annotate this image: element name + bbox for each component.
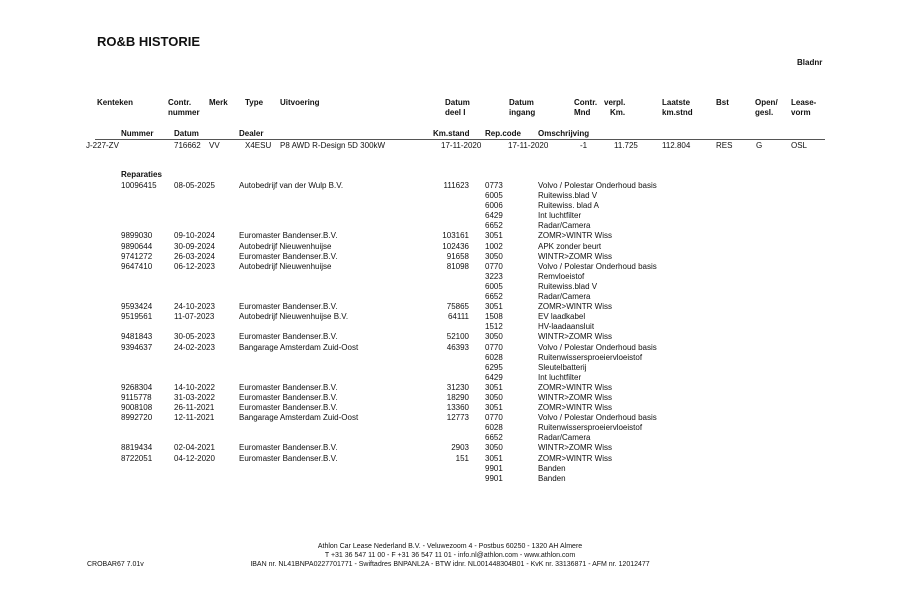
repair-description: Volvo / Polestar Onderhoud basis [538, 181, 657, 190]
repair-number: 9115778 [121, 392, 152, 402]
header-nummer: nummer [168, 108, 200, 117]
repair-description: Volvo / Polestar Onderhoud basis [538, 413, 657, 423]
repair-description: Banden [538, 463, 566, 473]
repair-date: 09-10-2024 [174, 231, 215, 241]
subheader-repcode: Rep.code [485, 129, 522, 138]
header-deel-i: deel I [445, 108, 466, 117]
repair-number: 9647410 [121, 261, 153, 271]
repair-row [0, 322, 900, 332]
header-ingang: ingang [509, 108, 536, 117]
header-vorm: vorm [791, 108, 811, 117]
repair-code: 3051 [485, 453, 503, 463]
repair-code: 6006 [485, 201, 503, 211]
header-kmstnd: km.stnd [662, 108, 693, 117]
repair-code: 0770 [485, 261, 503, 271]
repair-date: 08-05-2025 [174, 181, 215, 190]
repair-row [0, 191, 900, 201]
repair-code: 6652 [485, 433, 503, 443]
vehicle-datum-deel: 17-11-2020 [441, 141, 482, 150]
repair-description: Ruitenwissersproeiervloeistof [538, 423, 643, 433]
repair-code: 6005 [485, 191, 503, 201]
repair-code: 6295 [485, 362, 503, 372]
repair-code: 6028 [485, 423, 503, 433]
repair-description: Sleutelbatterij [538, 362, 587, 372]
repair-description: WINTR>ZOMR Wiss [538, 332, 612, 342]
section-reparaties: Reparaties [121, 170, 162, 179]
repair-code: 3050 [485, 251, 503, 261]
repair-code: 6652 [485, 221, 503, 231]
vehicle-bst: RES [716, 141, 733, 150]
header-km: Km. [610, 108, 626, 117]
repair-km: 75865 [446, 302, 469, 312]
repair-row [0, 231, 900, 241]
repair-row [0, 282, 900, 292]
vehicle-datum-ingang: 17-11-2020 [508, 141, 549, 150]
repair-km: 18290 [446, 392, 469, 402]
repair-km: 111623 [443, 181, 469, 190]
repair-dealer: Euromaster Bandenser.B.V. [239, 392, 338, 402]
repair-dealer: Euromaster Bandenser.B.V. [239, 443, 338, 453]
repair-description: EV laadkabel [538, 312, 586, 322]
repair-code: 6652 [485, 292, 503, 302]
repair-description: Volvo / Polestar Onderhoud basis [538, 342, 657, 352]
repair-description: ZOMR>WINTR Wiss [538, 302, 612, 312]
repair-description: Radar/Camera [538, 433, 591, 443]
header-open: Open/ [755, 98, 778, 107]
repair-description: Radar/Camera [538, 292, 591, 302]
repair-row [0, 312, 900, 322]
repair-date: 24-10-2023 [174, 302, 215, 312]
repair-dealer: Euromaster Bandenser.B.V. [239, 251, 338, 261]
repair-dealer: Euromaster Bandenser.B.V. [239, 332, 338, 342]
repair-date: 12-11-2021 [174, 413, 215, 423]
footer-contact: T +31 36 547 11 00 - F +31 36 547 11 01 - info.nl@athlon.com - www.athlon.com [324, 552, 576, 559]
footer-form-code: CROBAR67 7.01v [87, 561, 144, 568]
repair-dealer: Autobedrijf van der Wulp B.V. [239, 181, 344, 190]
repair-number: 8819434 [121, 443, 153, 453]
repair-row [0, 403, 900, 413]
repair-number: 9481843 [121, 332, 153, 342]
repair-code: 6429 [485, 372, 503, 382]
repair-row [0, 272, 900, 282]
repair-list [0, 181, 900, 484]
repair-date: 31-03-2022 [174, 392, 215, 402]
repair-row [0, 464, 900, 474]
repair-number: 9394637 [121, 342, 153, 352]
repair-km: 64111 [447, 312, 469, 322]
repair-row [0, 383, 900, 393]
repair-km: 102436 [442, 241, 469, 251]
repair-code: 9901 [485, 463, 503, 473]
repair-number: 9519561 [121, 312, 153, 322]
repair-description: Remvloeistof [538, 271, 585, 281]
repair-number: 9593424 [121, 302, 153, 312]
repair-description: Int luchtfilter [538, 211, 582, 221]
vehicle-open: G [756, 141, 763, 150]
header-type: Type [245, 98, 264, 107]
repair-row [0, 433, 900, 443]
footer-bank: IBAN nr. NL41BNPA0227701771 - Swiftadres BNPANL2A - BTW idnr. NL001448304B01 - KvK nr. 33136871 - AFM nr. 12012477 [250, 561, 650, 568]
repair-code: 1512 [485, 322, 503, 332]
repair-km: 151 [455, 453, 469, 463]
header-laatste: Laatste [662, 98, 691, 107]
vehicle-kenteken: J-227-ZV [86, 141, 119, 150]
page-number-label: Bladnr [797, 58, 823, 67]
repair-km: 52100 [446, 332, 469, 342]
header-kenteken: Kenteken [97, 98, 134, 107]
repair-description: ZOMR>WINTR Wiss [538, 231, 612, 241]
repair-code: 6028 [485, 352, 503, 362]
repair-row [0, 252, 900, 262]
repair-number: 8722051 [121, 453, 153, 463]
repair-code: 3051 [485, 302, 503, 312]
repair-code: 0773 [485, 181, 503, 190]
repair-dealer: Autobedrijf Nieuwenhuijse B.V. [239, 312, 349, 322]
repair-number: 10096415 [121, 181, 157, 190]
repair-date: 06-12-2023 [174, 261, 215, 271]
repair-description: WINTR>ZOMR Wiss [538, 392, 612, 402]
repair-row [0, 181, 900, 191]
repair-row [0, 292, 900, 302]
repair-number: 9268304 [121, 382, 153, 392]
repair-dealer: Autobedrijf Nieuwenhuijse [239, 241, 332, 251]
repair-row [0, 443, 900, 453]
repair-description: WINTR>ZOMR Wiss [538, 251, 612, 261]
subheader-kmstand: Km.stand [433, 129, 470, 138]
repair-km: 46393 [446, 342, 469, 352]
header-divider [95, 139, 825, 140]
header-verpl: verpl. [604, 98, 626, 107]
repair-date: 30-05-2023 [174, 332, 215, 342]
vehicle-merk: VV [209, 141, 220, 150]
repair-date: 26-11-2021 [174, 403, 215, 413]
vehicle-contract: 716662 [174, 141, 201, 150]
repair-dealer: Euromaster Bandenser.B.V. [239, 302, 338, 312]
repair-number: 9899030 [121, 231, 153, 241]
repair-row [0, 363, 900, 373]
repair-code: 3051 [485, 231, 503, 241]
repair-row [0, 413, 900, 423]
repair-code: 3223 [485, 271, 503, 281]
repair-code: 3051 [485, 382, 503, 392]
repair-km: 81098 [446, 261, 469, 271]
repair-dealer: Autobedrijf Nieuwenhuijse [239, 261, 332, 271]
repair-code: 3050 [485, 392, 503, 402]
repair-dealer: Bangarage Amsterdam Zuid-Oost [239, 342, 359, 352]
repair-row [0, 373, 900, 383]
repair-code: 3050 [485, 332, 503, 342]
repair-code: 9901 [485, 473, 503, 483]
vehicle-lease: OSL [791, 141, 808, 150]
subheader-nummer: Nummer [121, 129, 154, 138]
repair-description: Ruitewiss. blad A [538, 201, 599, 211]
repair-code: 0770 [485, 342, 503, 352]
repair-km: 91658 [446, 251, 469, 261]
repair-date: 30-09-2024 [174, 241, 215, 251]
header-contr-mnd: Contr. [574, 98, 598, 107]
repair-date: 14-10-2022 [174, 382, 215, 392]
repair-description: Ruitewiss.blad V [538, 191, 598, 201]
footer-address: Athlon Car Lease Nederland B.V. - Veluwezoom 4 - Postbus 60250 - 1320 AH Almere [317, 543, 583, 550]
repair-row [0, 332, 900, 342]
repair-date: 26-03-2024 [174, 251, 215, 261]
vehicle-uitvoering: P8 AWD R-Design 5D 300kW [280, 141, 386, 150]
header-uitvoering: Uitvoering [280, 98, 320, 107]
repair-description: APK zonder beurt [538, 241, 602, 251]
subheader-datum: Datum [174, 129, 199, 138]
repair-row [0, 393, 900, 403]
repair-row [0, 211, 900, 221]
repair-code: 1508 [485, 312, 503, 322]
repair-code: 3051 [485, 403, 503, 413]
vehicle-laatste-km: 112.804 [662, 141, 691, 150]
repair-row [0, 454, 900, 464]
repair-code: 1002 [485, 241, 503, 251]
repair-dealer: Bangarage Amsterdam Zuid-Oost [239, 413, 359, 423]
repair-description: HV-laadaansluit [538, 322, 595, 332]
document-title: RO&B HISTORIE [97, 34, 201, 49]
repair-description: Int luchtfilter [538, 372, 582, 382]
repair-description: ZOMR>WINTR Wiss [538, 453, 612, 463]
repair-row [0, 201, 900, 211]
repair-row [0, 302, 900, 312]
repair-code: 6005 [485, 281, 503, 291]
repair-dealer: Euromaster Bandenser.B.V. [239, 403, 338, 413]
repair-date: 24-02-2023 [174, 342, 215, 352]
header-mnd: Mnd [574, 108, 591, 117]
header-gesl: gesl. [755, 108, 774, 117]
header-merk: Merk [209, 98, 228, 107]
header-contr: Contr. [168, 98, 192, 107]
repair-km: 31230 [446, 382, 469, 392]
vehicle-mnd: -1 [580, 141, 588, 150]
repair-number: 8992720 [121, 413, 153, 423]
header-datum-ingang: Datum [509, 98, 534, 107]
repair-description: Volvo / Polestar Onderhoud basis [538, 261, 657, 271]
repair-dealer: Euromaster Bandenser.B.V. [239, 453, 338, 463]
repair-date: 11-07-2023 [174, 312, 215, 322]
repair-description: Banden [538, 473, 566, 483]
repair-date: 04-12-2020 [174, 453, 215, 463]
repair-number: 9890644 [121, 241, 153, 251]
subheader-dealer: Dealer [239, 129, 264, 138]
repair-date: 02-04-2021 [174, 443, 215, 453]
vehicle-verpl-km: 11.725 [614, 141, 638, 150]
vehicle-type: X4ESU [245, 141, 272, 150]
repair-row [0, 474, 900, 484]
header-lease: Lease- [791, 98, 817, 107]
repair-number: 9008108 [121, 403, 153, 413]
repair-row [0, 353, 900, 363]
repair-code: 0770 [485, 413, 503, 423]
repair-km: 2903 [451, 443, 469, 453]
repair-row [0, 343, 900, 353]
header-bst: Bst [716, 98, 729, 107]
repair-km: 13360 [446, 403, 469, 413]
repair-km: 103161 [442, 231, 469, 241]
repair-row [0, 262, 900, 272]
repair-description: Ruitenwissersproeiervloeistof [538, 352, 643, 362]
repair-dealer: Euromaster Bandenser.B.V. [239, 231, 338, 241]
repair-code: 6429 [485, 211, 503, 221]
repair-description: WINTR>ZOMR Wiss [538, 443, 612, 453]
subheader-omschrijving: Omschrijving [538, 129, 590, 138]
repair-row [0, 242, 900, 252]
repair-description: ZOMR>WINTR Wiss [538, 403, 612, 413]
repair-dealer: Euromaster Bandenser.B.V. [239, 382, 338, 392]
repair-description: Ruitewiss.blad V [538, 281, 598, 291]
repair-number: 9741272 [121, 251, 153, 261]
repair-description: ZOMR>WINTR Wiss [538, 382, 612, 392]
repair-km: 12773 [446, 413, 469, 423]
header-datum-deel: Datum [445, 98, 470, 107]
repair-row [0, 221, 900, 231]
repair-row [0, 423, 900, 433]
repair-code: 3050 [485, 443, 503, 453]
repair-description: Radar/Camera [538, 221, 591, 231]
